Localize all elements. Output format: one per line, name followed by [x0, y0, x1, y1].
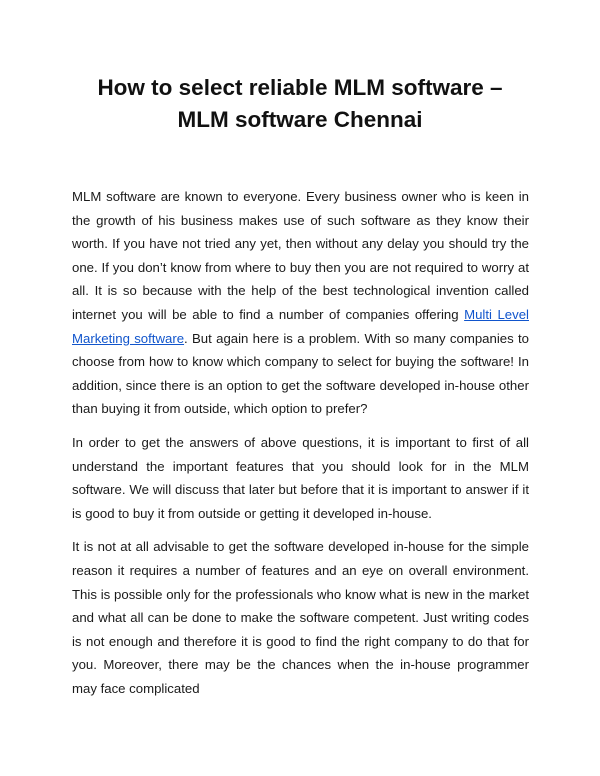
- title-line-1: How to select reliable MLM software –: [97, 75, 503, 100]
- multi-level-marketing-software-link[interactable]: Multi Level Marketing software: [72, 306, 529, 346]
- paragraph-1: [72, 185, 529, 421]
- document-body: [72, 185, 529, 710]
- paragraph-3: It is not at all advisable to get the software developed in-house for the simple reason it requires a number of features and an eye on overall environment. This is possible only for the professionals who know what is new in the market and what all can be done to make the software competent. Just writing codes is not enough and therefore it is good to find the right company to do that for you. Moreover, there may be the chances when the in-house programmer may face complicated: [72, 539, 529, 696]
- page-title: [60, 72, 540, 136]
- paragraph-1-text-end: . But again here is a problem. With so many companies to choose from how to know which company to select for buying the software! In addition, since there is an option to get the software developed in-house other than buying it from outside, which option to prefer?: [72, 330, 529, 417]
- title-line-2: MLM software Chennai: [177, 107, 423, 132]
- paragraph-1-text-start: MLM software are known to everyone. Every business owner who is keen in the growth of his business makes use of such software as they know their worth. If you have not tried any yet, then without any delay you should try the one. If you don’t know from where to buy then you are not required to worry at all. It is so because with the help of the best technological invention called internet you will be able to find a number of companies offering: [72, 189, 529, 322]
- paragraph-2: In order to get the answers of above questions, it is important to first of all understand the important features that you should look for in the MLM software. We will discuss that later but before that it is important to answer if it is good to buy it from outside or getting it developed in-house.: [72, 434, 529, 521]
